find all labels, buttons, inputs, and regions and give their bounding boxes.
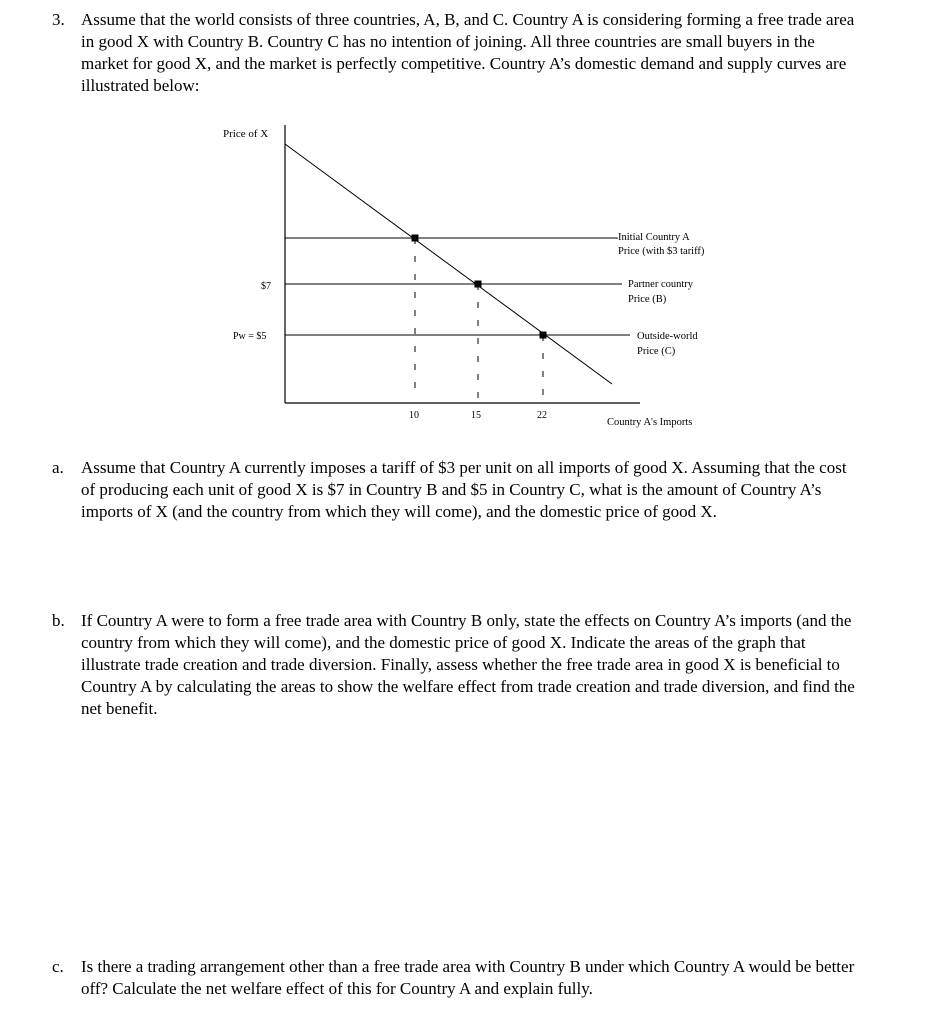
part-line: of producing each unit of good X is $7 in Country B and $5 in Country C, what is the amount of Country A’s — [81, 480, 822, 499]
part-a-text — [81, 457, 847, 523]
intro-line: market for good X, and the market is perfectly competitive. Country A’s domestic demand and supply curves are — [81, 54, 847, 73]
import-demand-curve — [285, 144, 612, 384]
part-b-label: b. — [52, 611, 65, 630]
price-label-tariff — [618, 232, 705, 257]
equilibrium-marker-tariff — [412, 235, 419, 242]
part-c-text — [81, 956, 854, 1000]
price-label-line: Price (B) — [628, 294, 667, 305]
question-number: 3. — [52, 10, 65, 29]
x-tick-label: 15 — [471, 410, 481, 421]
x-axis-label: Country A's Imports — [607, 417, 693, 428]
price-label-world — [637, 331, 700, 357]
part-b-text — [81, 610, 855, 720]
price-label-line: Partner country — [628, 279, 694, 290]
import-market-chart — [0, 0, 936, 440]
part-line: imports of X (and the country from which they will come), and the domestic price of good X. — [81, 502, 717, 521]
y-tick-label: Pw = $5 — [233, 331, 267, 342]
y-tick-label: $7 — [261, 281, 271, 292]
part-c-label: c. — [52, 957, 64, 976]
x-tick-label: 10 — [409, 410, 419, 421]
price-label-partner — [628, 279, 696, 305]
part-line: country from which they will come), and the domestic price of good X. Indicate the areas of the graph that — [81, 633, 806, 652]
intro-line: illustrated below: — [81, 76, 200, 95]
part-line: If Country A were to form a free trade area with Country B only, state the effects on Country A’s imports (and the — [81, 611, 852, 630]
part-line: Assume that Country A currently imposes a tariff of $3 per unit on all imports of good X. Assuming that the cost — [81, 458, 847, 477]
equilibrium-marker-world — [540, 332, 547, 339]
part-line: off? Calculate the net welfare effect of this for Country A and explain fully. — [81, 979, 593, 998]
price-label-line: Initial Country A — [618, 232, 690, 243]
price-label-line: Price (with $3 tariff) — [618, 246, 705, 257]
y-axis-label: Price of X — [223, 128, 269, 140]
part-line: Country A by calculating the areas to show the welfare effect from trade creation and trade diversion, and find the — [81, 677, 855, 696]
price-label-line: Outside-world — [637, 331, 698, 342]
intro-line: in good X with Country B. Country C has no intention of joining. All three countries are small buyers in the — [81, 32, 815, 51]
part-line: net benefit. — [81, 699, 158, 718]
x-tick-label: 22 — [537, 410, 547, 421]
part-line: illustrate trade creation and trade diversion. Finally, assess whether the free trade area in good X is beneficial to — [81, 655, 840, 674]
equilibrium-marker-partner — [475, 281, 482, 288]
intro-line: Assume that the world consists of three countries, A, B, and C. Country A is considering forming a free trade area — [81, 10, 855, 29]
part-a-label: a. — [52, 458, 64, 477]
part-line: Is there a trading arrangement other than a free trade area with Country B under which Country A would be better — [81, 957, 855, 976]
price-label-line: Price (C) — [637, 346, 676, 357]
